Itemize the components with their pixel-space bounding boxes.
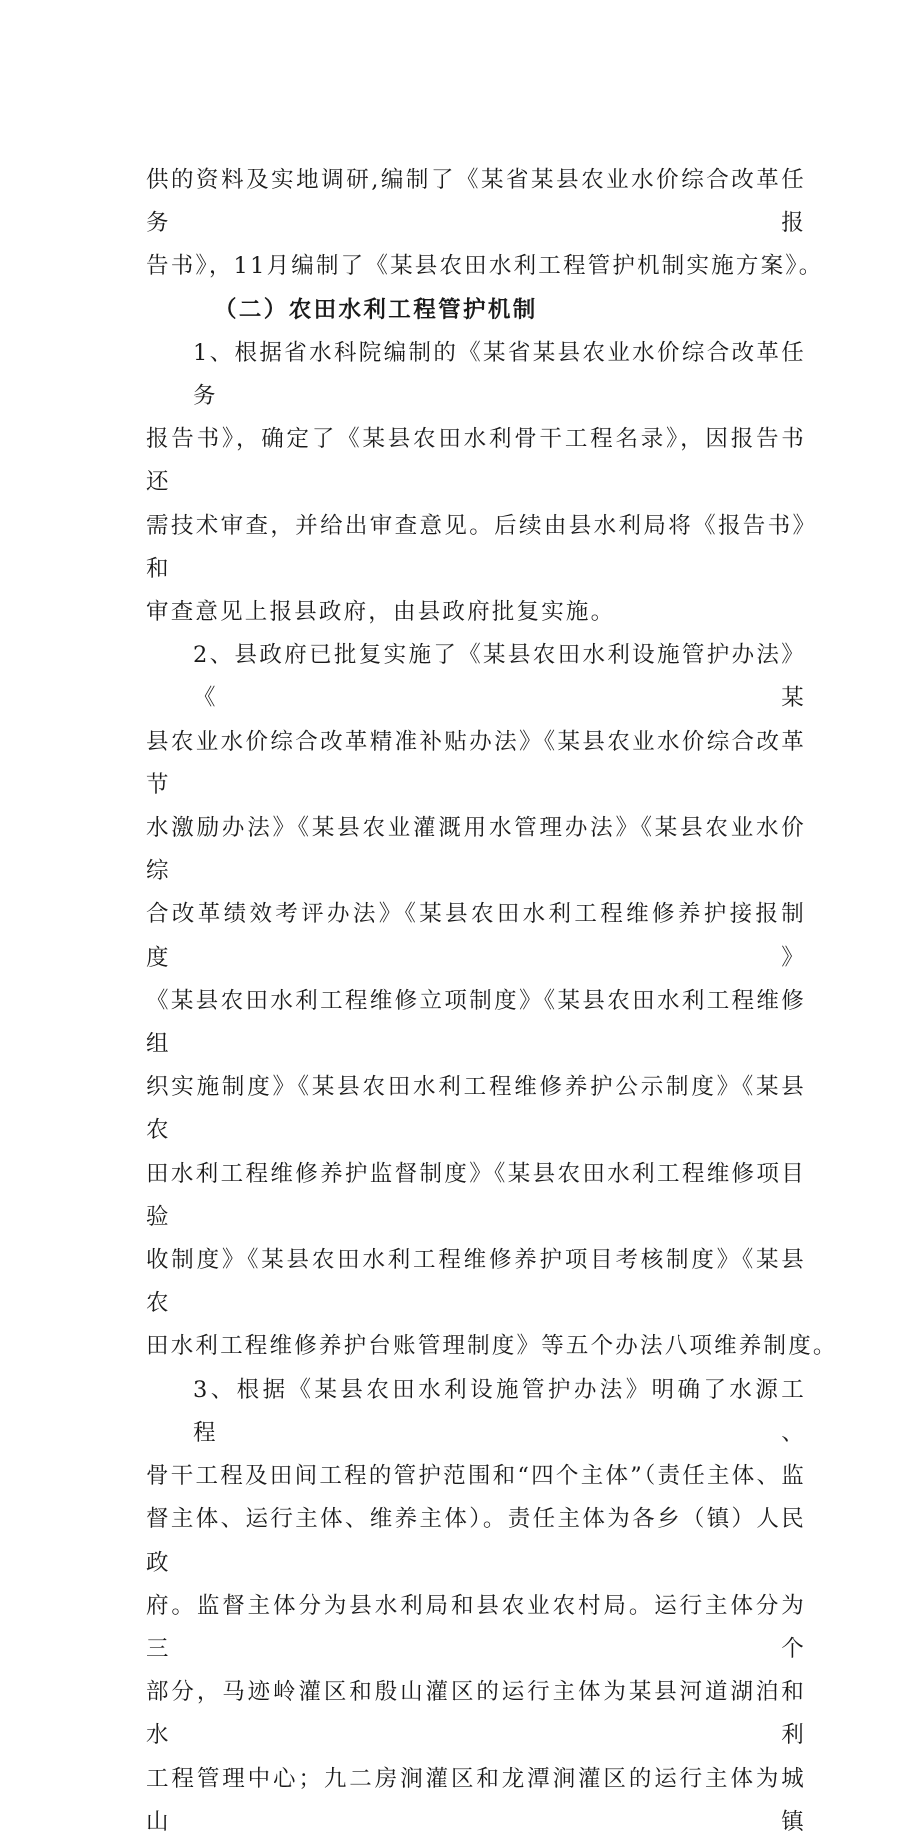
text-line: 府。监督主体分为县水利局和县农业农村局。运行主体分为三个 [146,1592,806,1662]
text-line: 供的资料及实地调研,编制了《某省某县农业水价综合改革任务报 [146,167,806,237]
text-line: 督主体、运行主体、维养主体）。责任主体为各乡（镇）人民政 [146,1506,806,1576]
paragraph-item-3 [146,1369,806,1844]
text-line: 3、根据《某县农田水利设施管护办法》明确了水源工程、 [193,1376,806,1446]
text-line: 县农业水价综合改革精准补贴办法》《某县农业水价综合改革节 [146,728,806,798]
paragraph-item-1 [146,332,806,634]
text-line: 部分，马迹岭灌区和殷山灌区的运行主体为某县河道湖泊和水利 [146,1679,806,1749]
text-line: 1、根据省水科院编制的《某省某县农业水价综合改革任务 [193,339,806,410]
text-line: 2、县政府已批复实施了《某县农田水利设施管护办法》《某 [193,642,806,712]
text-line: 田水利工程维修养护台账管理制度》等五个办法八项维养制度。 [146,1333,838,1360]
text-line: 收制度》《某县农田水利工程维修养护项目考核制度》《某县农 [146,1247,806,1317]
paragraph-item-2 [146,634,838,1368]
text-line: 需技术审查，并给出审查意见。后续由县水利局将《报告书》和 [146,512,806,582]
text-line: 告书》，11月编制了《某县农田水利工程管护机制实施方案》。 [146,253,824,280]
heading-text: （二）农田水利工程管护机制 [214,296,538,323]
text-line: 织实施制度》《某县农田水利工程维修养护公示制度》《某县农 [146,1074,806,1144]
paragraph-continuation [146,159,824,289]
text-line: 工程管理中心；九二房涧灌区和龙潭涧灌区的运行主体为城山镇 [146,1765,806,1835]
text-line: 审查意见上报县政府，由县政府批复实施。 [146,599,616,626]
text-line: 合改革绩效考评办法》《某县农田水利工程维修养护接报制度》 [146,901,806,971]
text-line: 田水利工程维修养护监督制度》《某县农田水利工程维修项目验 [146,1160,806,1230]
document-body [146,159,838,1844]
text-line: 报告书》，确定了《某县农田水利骨干工程名录》，因报告书还 [146,426,806,496]
text-line: 骨干工程及田间工程的管护范围和“四个主体”（责任主体、监 [146,1463,806,1490]
text-line: 《某县农田水利工程维修立项制度》《某县农田水利工程维修组 [146,987,806,1058]
text-line: 水激励办法》《某县农业灌溉用水管理办法》《某县农业水价综 [146,815,806,885]
section-heading [146,289,806,332]
